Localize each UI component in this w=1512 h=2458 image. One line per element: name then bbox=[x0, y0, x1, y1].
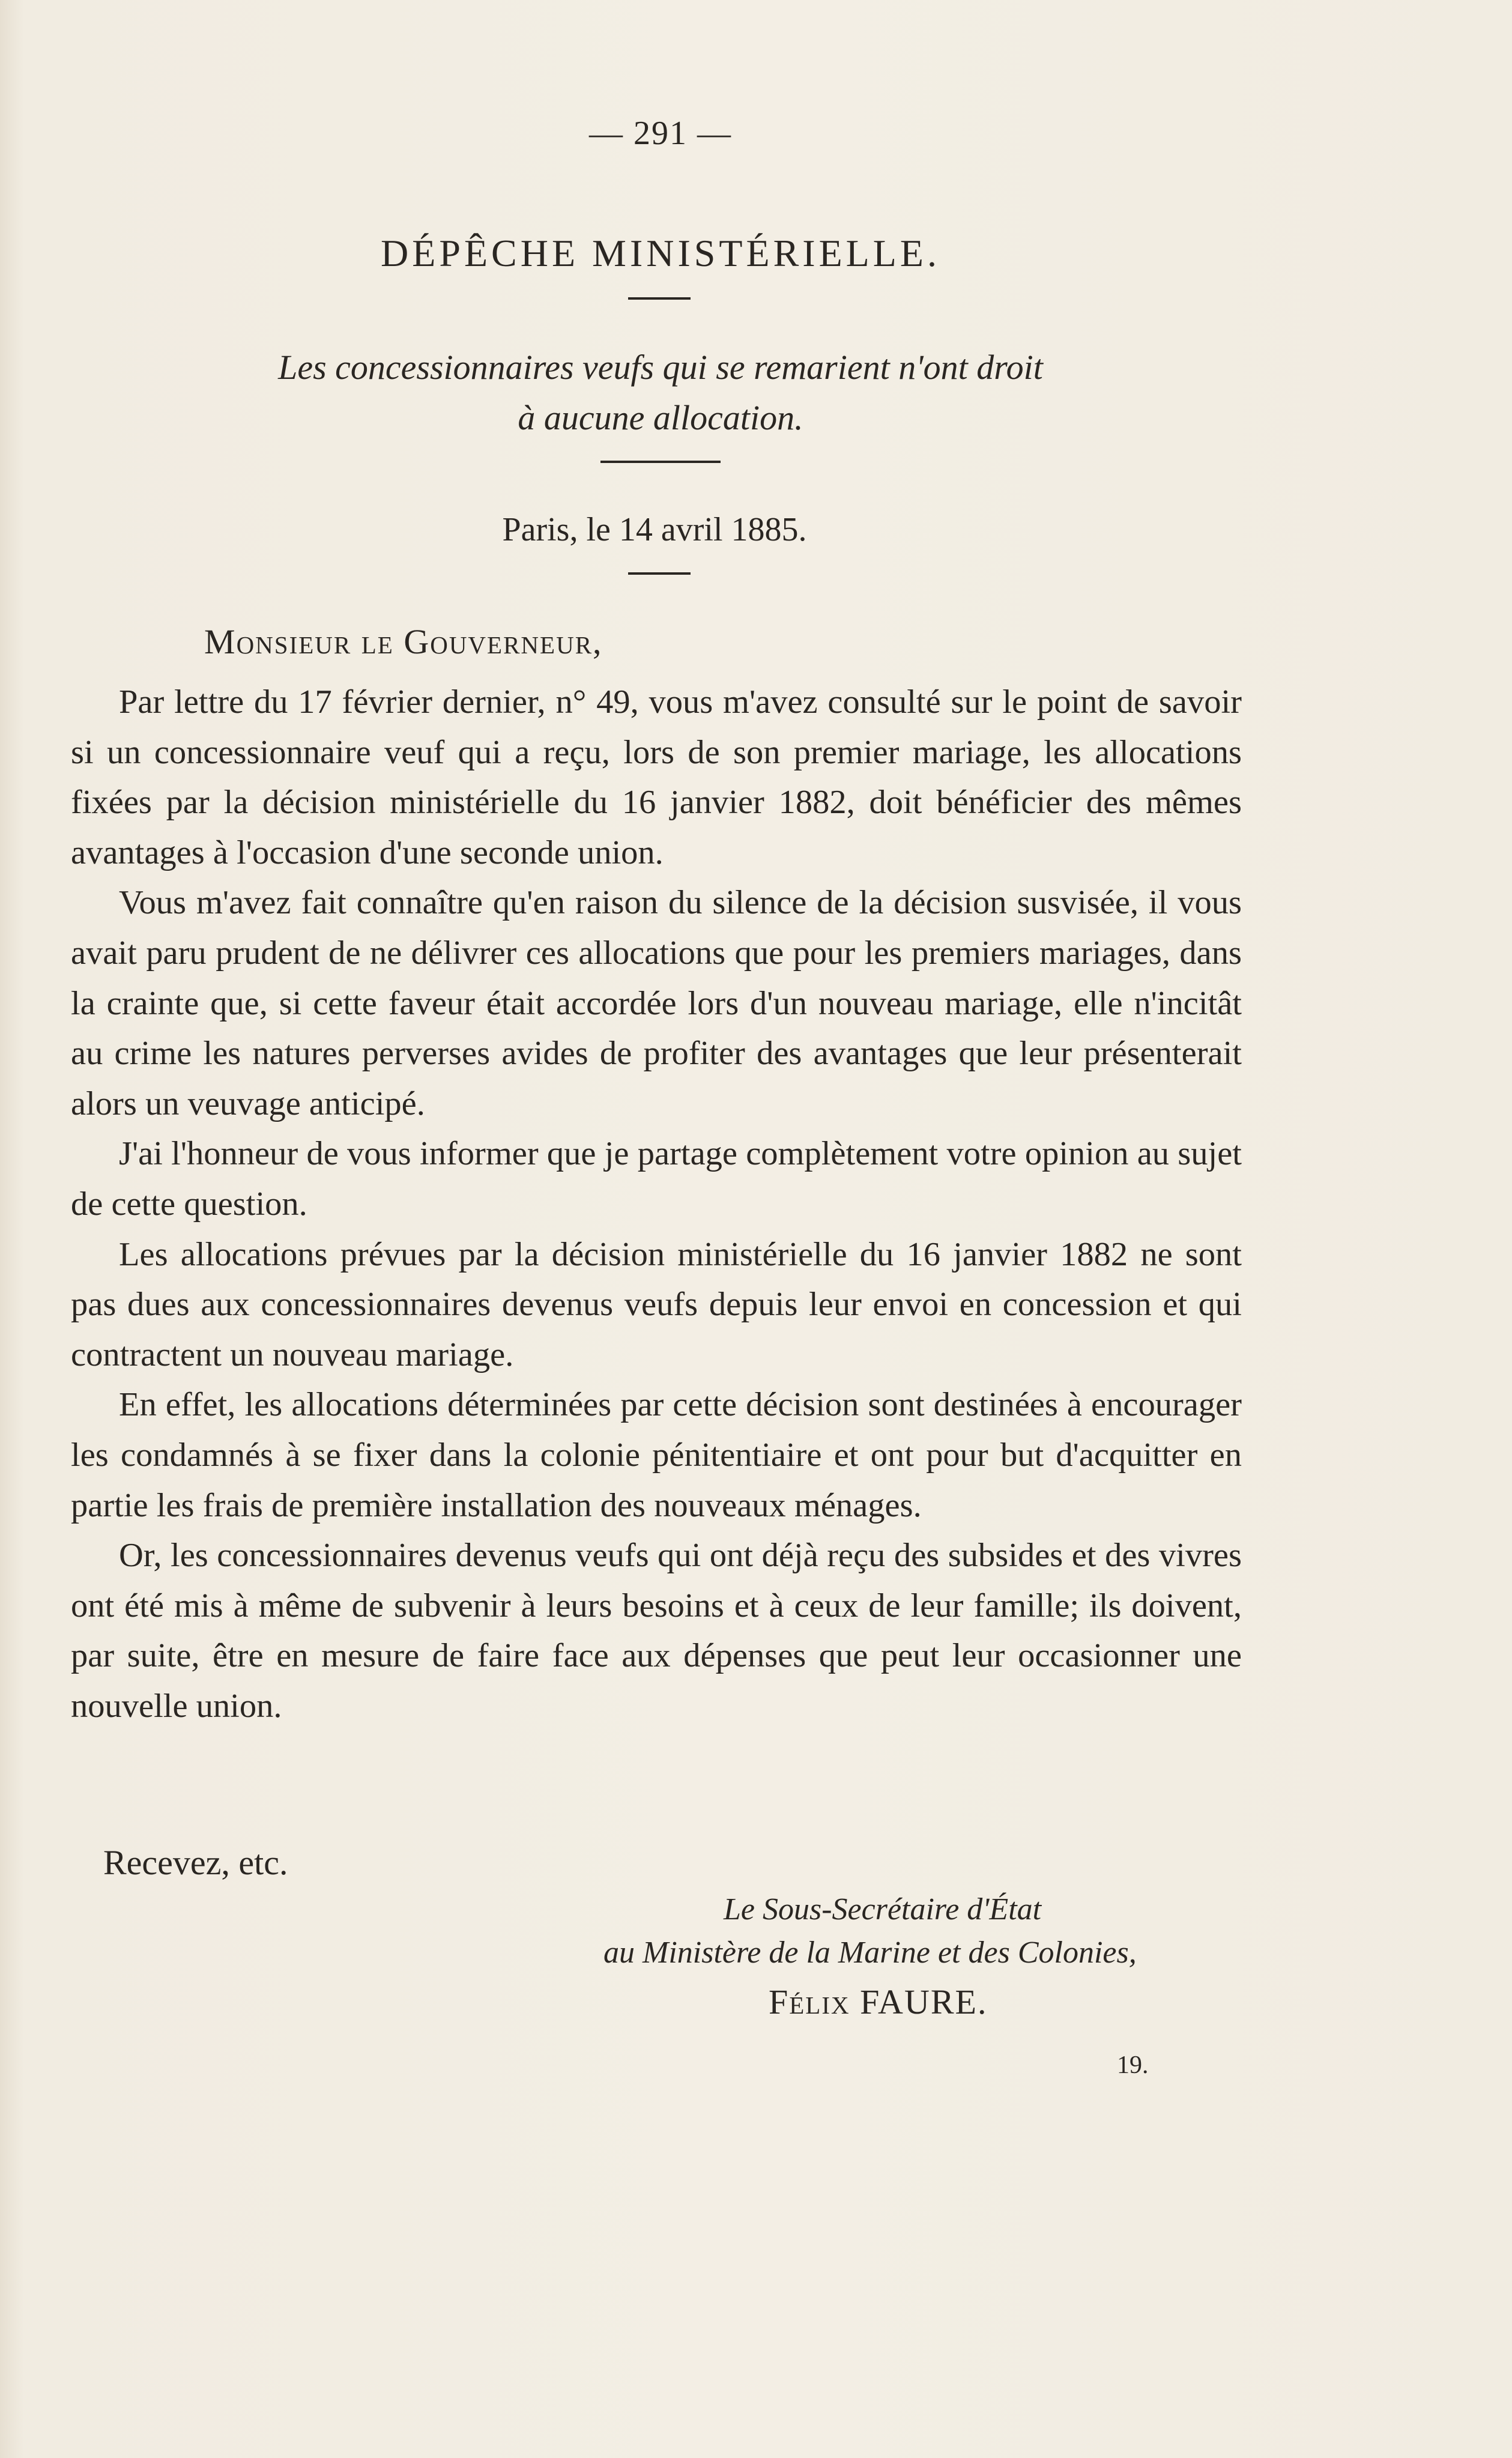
paragraph: En effet, les allocations déterminées par cette décision sont destinées à encourager les condamnés à se fixer dans la colonie pénitentiaire et ont pour but d'acquitter en partie les frais de première installation des nouveaux ménages. bbox=[71, 1386, 1242, 1524]
printer-signature-mark: 19. bbox=[1117, 2051, 1149, 2079]
dateline-rule bbox=[628, 572, 691, 575]
signatory-ministry: au Ministère de la Marine et des Colonies, bbox=[603, 1936, 1137, 1970]
signatory-last-name: FAURE. bbox=[860, 1982, 988, 2021]
page-number: — 291 — bbox=[589, 115, 732, 152]
dateline: Paris, le 14 avril 1885. bbox=[502, 511, 807, 548]
title-rule bbox=[628, 297, 691, 300]
signatory-name bbox=[769, 1982, 987, 2022]
paragraph: Vous m'avez fait connaître qu'en raison du silence de la décision susvisée, il vous avait paru prudent de ne délivrer ces allocations que pour les premiers mariages, dans la crainte que, si cette faveur était accordée lors d'un nouveau mariage, elle n'incitât au crime les natures perverses avides de profiter des avantages que leur présenterait alors un veuvage anticipé. bbox=[71, 884, 1242, 1122]
closing-formula: Recevez, etc. bbox=[103, 1843, 288, 1882]
subtitle-line-2: à aucune allocation. bbox=[518, 398, 803, 437]
document-title: DÉPÊCHE MINISTÉRIELLE. bbox=[381, 232, 940, 274]
subtitle-rule bbox=[600, 461, 721, 463]
paragraph: Par lettre du 17 février dernier, n° 49, vous m'avez consulté sur le point de savoir si un concessionnaire veuf qui a reçu, lors de son premier mariage, les allocations fixées par la décision ministérielle du 16 janvier 1882, doit bénéficier des mêmes avantages à l'occasion d'une seconde union. bbox=[71, 683, 1242, 871]
signatory-title: Le Sous-Secrétaire d'État bbox=[724, 1892, 1042, 1927]
letter-body bbox=[71, 677, 1242, 1731]
paragraph: Les allocations prévues par la décision ministérielle du 16 janvier 1882 ne sont pas dues aux concessionnaires devenus veufs depuis leur envoi en concession et qui contractent un nouveau mariage. bbox=[71, 1235, 1242, 1373]
subtitle-line-1: Les concessionnaires veufs qui se remarient n'ont droit bbox=[278, 348, 1043, 387]
paragraph: Or, les concessionnaires devenus veufs qui ont déjà reçu des subsides et des vivres ont été mis à même de subvenir à leurs besoins et à ceux de leur famille; ils doivent, par suite, être en mesure de faire face aux dépenses que peut leur occasionner une nouvelle union. bbox=[71, 1537, 1242, 1725]
document-subtitle bbox=[0, 342, 1321, 443]
paragraph: J'ai l'honneur de vous informer que je partage complètement votre opinion au sujet de cette question. bbox=[71, 1135, 1242, 1223]
salutation: Monsieur le Gouverneur, bbox=[204, 622, 603, 661]
signatory-first-name: Félix bbox=[769, 1982, 850, 2021]
